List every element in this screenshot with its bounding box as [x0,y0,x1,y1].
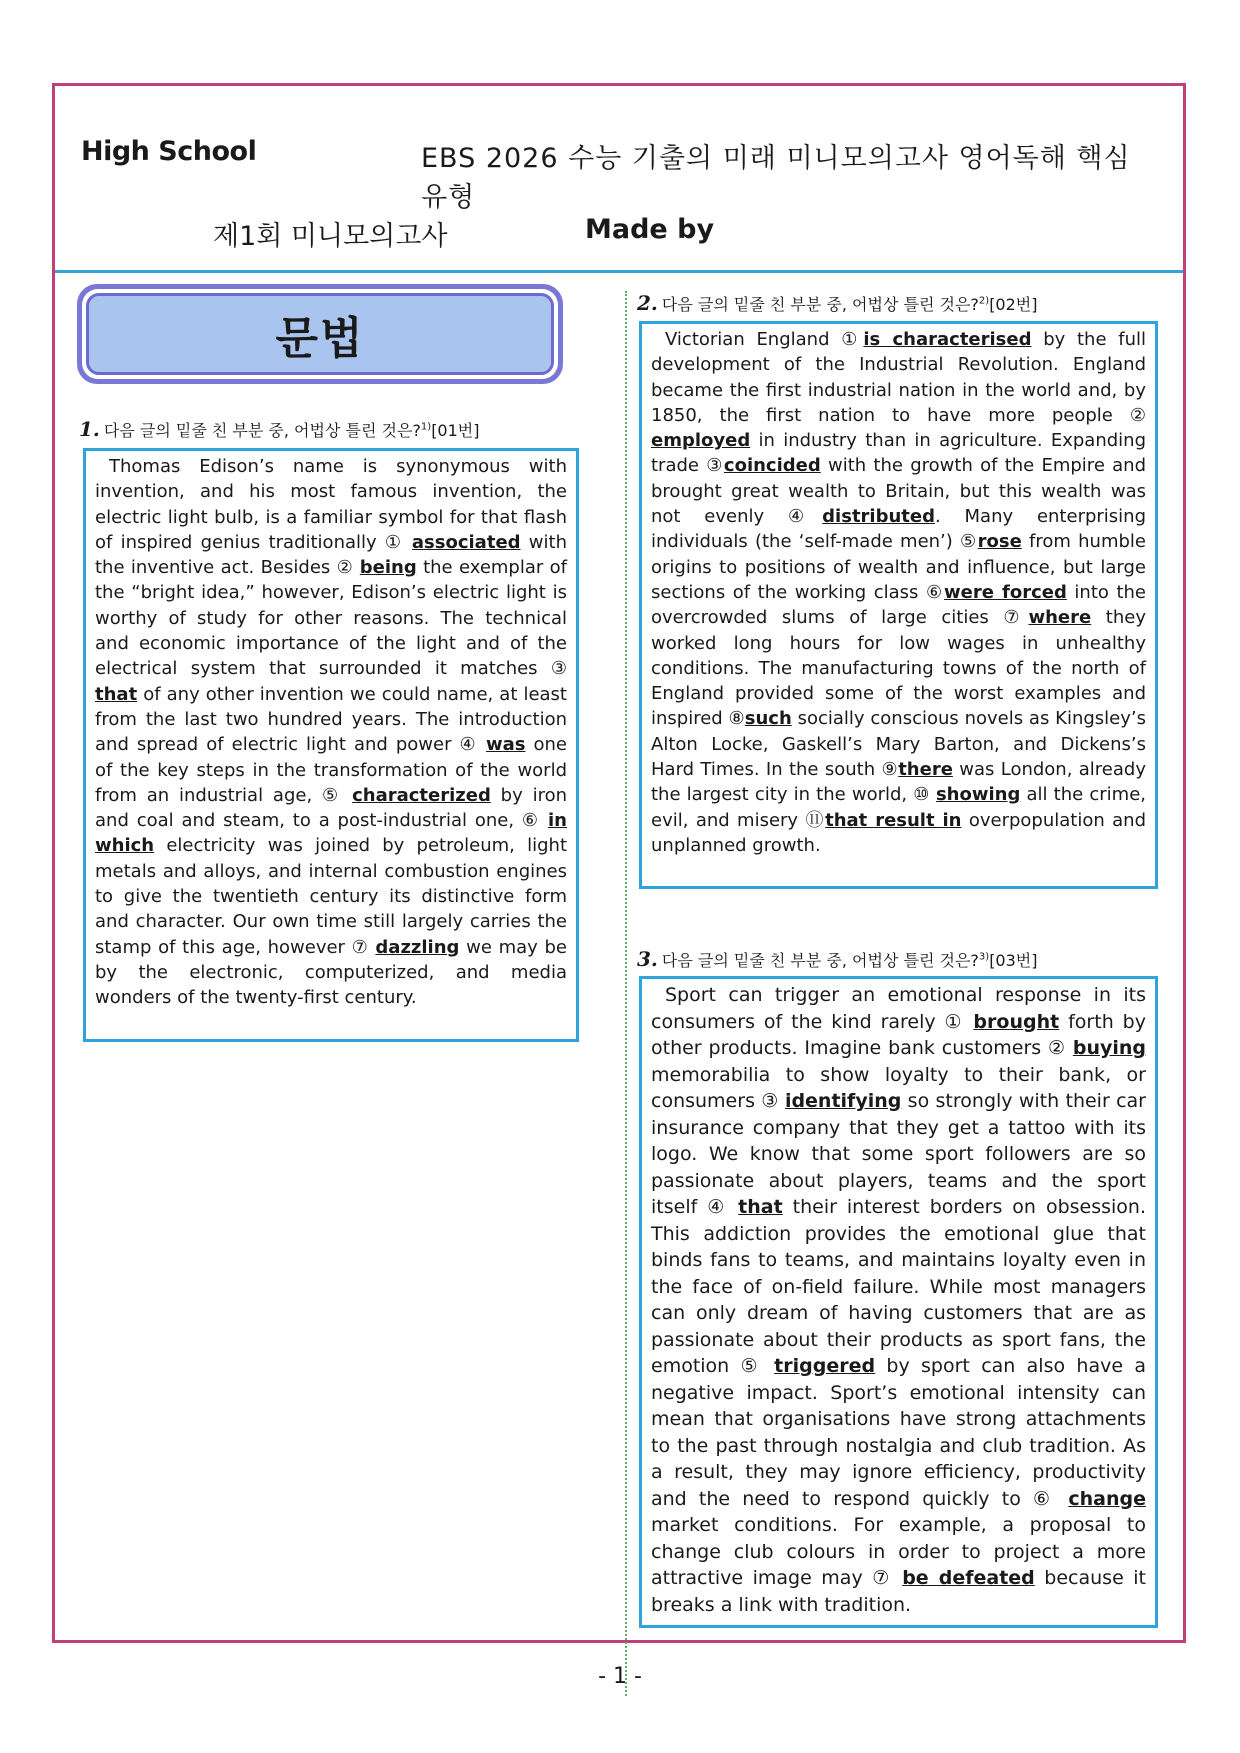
underlined-choice: associated [411,531,521,553]
exam-title: EBS 2026 수능 기출의 미래 미니모의고사 영어독해 핵심유형 [421,143,1131,213]
passage-fragment: in industry than in agriculture. Expanding trade ③ [651,430,1146,477]
passage-fragment: all the crime, evil, and misery ⑪ [651,784,1146,831]
passage-fragment: was London, already the largest city in the world, ⑩ [651,759,1146,806]
passage-fragment: Thomas Edison’s name is synonymous with invention, and his most famous invention, the electric light bulb, is a familiar symbol for that flash of inspired genius traditionally ① [95,456,567,553]
question-1-passage [83,448,579,1042]
underlined-choice: characterized [352,784,491,806]
header-divider [55,270,1183,273]
underlined-choice: employed [651,430,751,452]
question-3-passage [639,976,1158,1628]
made-by-label: Made by [585,214,715,245]
footnote-marker: 2) [978,295,990,307]
question-tag: [02번] [989,295,1038,314]
passage-fragment: the exemplar of the “bright idea,” however, Edison’s electric light is worthy of study for other reasons. The technical and economic importance of the light and of the electrical system that surrounded it matches ③ [95,557,567,680]
page-number: - 1 - [598,1664,642,1689]
question-tag: [03번] [989,951,1038,970]
passage-fragment: they worked long hours for low wages in unhealthy conditions. The manufacturing towns of the north of England provided some of the worst examples and inspired ⑧ [651,607,1147,730]
passage-fragment: one of the key steps in the transformation of the world from an industrial age, ⑤ [95,734,568,806]
underlined-choice: buying [1072,1037,1146,1059]
passage-fragment: socially conscious novels as Kingsley’s Alton Locke, Gaskell’s Mary Barton, and Dickens’s Hard Times. In the south ⑨ [651,708,1146,781]
underlined-choice: dazzling [375,936,460,958]
passage-fragment: memorabilia to show loyalty to their bank, or consumers ③ [651,1063,1146,1112]
underlined-choice: change [1068,1487,1146,1510]
underlined-choice: that result in [825,809,962,831]
question-tag: [01번] [431,421,480,440]
subheader-row [55,214,1183,254]
underlined-choice: distributed [822,506,935,528]
passage-fragment: by iron and coal and steam, to a post-industrial one, ⑥ [95,784,568,832]
passage-fragment: electricity was joined by petroleum, light metals and alloys, and internal combustion engines to give the twentieth century its distinctive form and character. Our own time still largely carries the stamp of this age, however ⑦ [95,835,567,958]
underlined-choice: being [359,557,417,579]
passage-fragment: their interest borders on obsession. This addiction provides the emotional glue that binds fans to teams, and maintains loyalty even in the face of on-field failure. While most managers can only dream of having customers that are as passionate about their products as sport fans, the emotion ⑤ [651,1196,1146,1377]
footnote-marker: 1) [420,421,432,433]
passage-fragment: because it breaks a link with tradition. [651,1567,1146,1616]
underlined-choice: were forced [943,581,1067,603]
passage-fragment: by the full development of the Industrial Revolution. England became the first industrial nation in the world and, by 1850, the first nation to have more people ② [651,329,1147,426]
underlined-choice: coincided [723,455,821,477]
underlined-choice: such [744,708,792,730]
question-2-passage [639,321,1158,889]
passage-fragment: . Many enterprising individuals (the ‘self-made men’) ⑤ [651,506,1147,553]
underlined-choice: showing [935,784,1021,806]
passage-fragment: of any other invention we could name, at least from the last two hundred years. The introduction and spread of electric light and power ④ [95,683,567,756]
section-banner [77,284,563,384]
question-number: 2. [637,291,658,315]
passage-fragment: so strongly with their car insurance company that they get a tattoo with its logo. We know that some sport followers are so passionate about players, teams and the sport itself ④ [651,1090,1146,1218]
section-title: 문법 [275,313,365,364]
passage-fragment: overpopulation and unplanned growth. [651,809,1147,856]
question-number: 1. [79,417,100,441]
passage-fragment: from humble origins to positions of wealth and influence, but large sections of the working class ⑥ [651,531,1147,603]
school-label: High School [81,136,257,167]
question-1-header [79,417,480,441]
question-2-header [637,291,1038,315]
underlined-choice: is characterised [863,329,1032,350]
question-prompt: 다음 글의 밑줄 친 부분 중, 어법상 틀린 것은? [661,951,979,970]
passage-fragment: we may be by the electronic, computerized, and media wonders of the twenty-first century. [95,936,567,1009]
passage-fragment: with the inventive act. Besides ② [95,531,567,579]
question-3-header [637,947,1038,971]
passage-fragment: into the overcrowded slums of large cities ⑦ [651,581,1147,629]
underlined-choice: be defeated [902,1567,1035,1589]
column-divider [625,291,627,1696]
underlined-choice: rose [977,531,1022,553]
passage-fragment: Victorian England ① [665,329,864,350]
underlined-choice: there [898,759,953,781]
underlined-choice: that [95,683,138,705]
question-prompt: 다음 글의 밑줄 친 부분 중, 어법상 틀린 것은? [103,421,421,440]
question-number: 3. [637,947,658,971]
footnote-marker: 3) [978,951,990,963]
question-prompt: 다음 글의 밑줄 친 부분 중, 어법상 틀린 것은? [661,295,979,314]
underlined-choice: identifying [784,1090,902,1112]
page-frame [52,83,1186,1643]
passage-fragment: forth by other products. Imagine bank customers ② [651,1010,1146,1059]
underlined-choice: brought [973,1010,1060,1033]
passage-text [95,454,567,1011]
underlined-choice: where [1028,607,1092,629]
passage-fragment: by sport can also have a negative impact. Sport’s emotional intensity can mean that organisations have strong attachments to the past through nostalgia and club tradition. As a result, they may ignore efficiency, productivity and the need to respond quickly to ⑥ [651,1355,1146,1510]
underlined-choice: was [485,734,526,756]
round-label: 제1회 미니모의고사 [213,221,448,252]
header-row [81,136,1157,213]
passage-fragment: Sport can trigger an emotional response in its consumers of the kind rarely ① [651,984,1146,1033]
passage-text [651,982,1146,1618]
underlined-choice: that [738,1196,783,1218]
underlined-choice: in which [95,810,567,857]
passage-fragment: with the growth of the Empire and brought great wealth to Britain, but this wealth was not evenly ④ [651,455,1146,528]
underlined-choice: triggered [774,1355,876,1377]
passage-text [651,327,1146,858]
passage-fragment: market conditions. For example, a proposal to change club colours in order to project a more attractive image may ⑦ [651,1514,1146,1589]
